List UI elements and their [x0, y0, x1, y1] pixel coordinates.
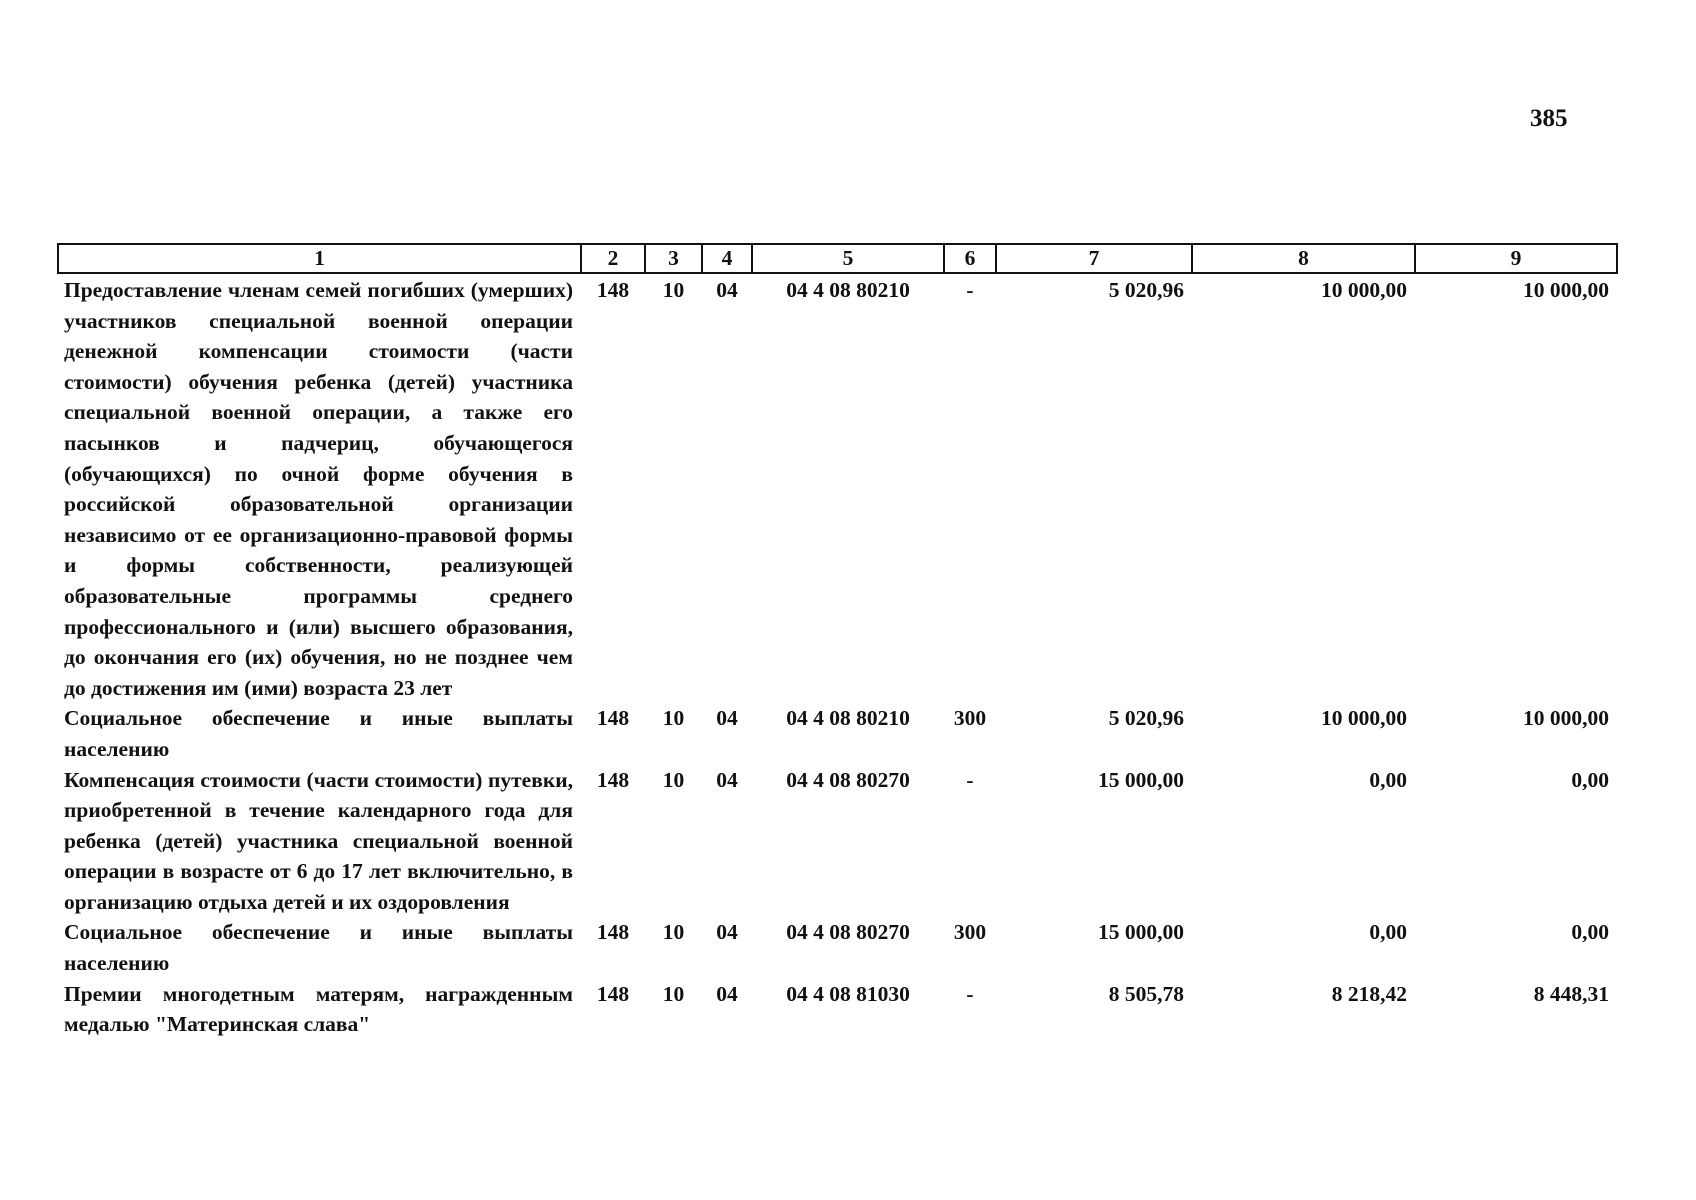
column-header-5: 5	[752, 244, 944, 273]
table-row	[58, 979, 1617, 1040]
row-amount-col7: 15 000,00	[1098, 767, 1184, 792]
row-subsection-code: 04	[716, 981, 738, 1006]
row-ministry-code: 148	[596, 706, 630, 731]
row-target-article: 04 4 08 80270	[786, 920, 910, 945]
row-expense-type: -	[966, 981, 974, 1006]
column-header-9: 9	[1415, 244, 1617, 273]
row-amount-col8: 8 218,42	[1331, 981, 1407, 1006]
table-row	[58, 765, 1617, 918]
table-row	[58, 273, 1617, 703]
row-expense-type: 300	[953, 920, 987, 945]
row-subsection-code: 04	[716, 278, 738, 302]
row-name: Компенсация стоимости (части стоимости) путевки, приобретенной в течение календарного года для ребенка (детей) участника специальной военной операции в возрасте от 6 до 17 лет включительно, в организацию отдыха детей и их оздоровления	[64, 767, 573, 914]
row-name: Социальное обеспечение и иные выплаты населению	[64, 706, 573, 761]
row-subsection-code: 04	[716, 706, 738, 731]
row-amount-col9: 10 000,00	[1523, 278, 1609, 302]
budget-table	[57, 243, 1618, 1040]
column-number-header-row	[58, 244, 1617, 273]
row-amount-col7: 5 020,96	[1108, 278, 1184, 302]
row-subsection-code: 04	[716, 920, 738, 945]
row-amount-col9: 0,00	[1571, 767, 1609, 792]
row-expense-type: 300	[953, 706, 987, 731]
column-header-4: 4	[702, 244, 752, 273]
row-amount-col9: 0,00	[1571, 920, 1609, 945]
column-header-1: 1	[58, 244, 581, 273]
row-expense-type: -	[966, 278, 974, 302]
row-amount-col7: 5 020,96	[1108, 706, 1184, 731]
table-row	[58, 917, 1617, 978]
row-section-code: 10	[662, 278, 685, 302]
row-amount-col8: 0,00	[1369, 920, 1407, 945]
row-section-code: 10	[662, 920, 685, 945]
row-ministry-code: 148	[596, 278, 630, 302]
row-amount-col8: 0,00	[1369, 767, 1407, 792]
row-ministry-code: 148	[596, 767, 630, 792]
row-ministry-code: 148	[596, 981, 630, 1006]
column-header-7: 7	[996, 244, 1192, 273]
row-amount-col8: 10 000,00	[1321, 278, 1407, 302]
row-name: Предоставление членам семей погибших (умерших) участников специальной военной операции денежной компенсации стоимости (части стоимости) обучения ребенка (детей) участника специальной военной операции, а также его пасынков и падчериц, обучающегося (обучающихся) по очной форме обучения в российской образовательной организации независимо от ее организационно-правовой формы и формы собственности, реализующей образовательные программы среднего профессионального и (или) высшего образования, до окончания его (их) обучения, но не позднее чем до достижения им (ими) возраста 23 лет	[64, 278, 573, 700]
row-section-code: 10	[662, 767, 685, 792]
row-name: Премии многодетным матерям, награжденным медалью "Материнская слава"	[64, 981, 573, 1037]
row-amount-col9: 8 448,31	[1533, 981, 1609, 1006]
row-subsection-code: 04	[716, 767, 738, 792]
column-header-6: 6	[944, 244, 996, 273]
row-section-code: 10	[662, 981, 685, 1006]
row-ministry-code: 148	[596, 920, 630, 945]
row-expense-type: -	[966, 767, 974, 792]
row-amount-col7: 15 000,00	[1098, 920, 1184, 945]
table-row	[58, 703, 1617, 764]
row-name: Социальное обеспечение и иные выплаты населению	[64, 920, 573, 976]
column-header-2: 2	[581, 244, 645, 273]
row-target-article: 04 4 08 81030	[786, 981, 910, 1006]
page-number: 385	[1530, 105, 1568, 132]
row-target-article: 04 4 08 80210	[786, 278, 910, 302]
row-target-article: 04 4 08 80270	[786, 767, 910, 792]
column-header-8: 8	[1192, 244, 1415, 273]
row-amount-col8: 10 000,00	[1321, 706, 1407, 731]
row-amount-col7: 8 505,78	[1108, 981, 1184, 1006]
row-section-code: 10	[662, 706, 685, 731]
row-amount-col9: 10 000,00	[1523, 706, 1609, 731]
column-header-3: 3	[645, 244, 702, 273]
row-target-article: 04 4 08 80210	[786, 706, 910, 731]
